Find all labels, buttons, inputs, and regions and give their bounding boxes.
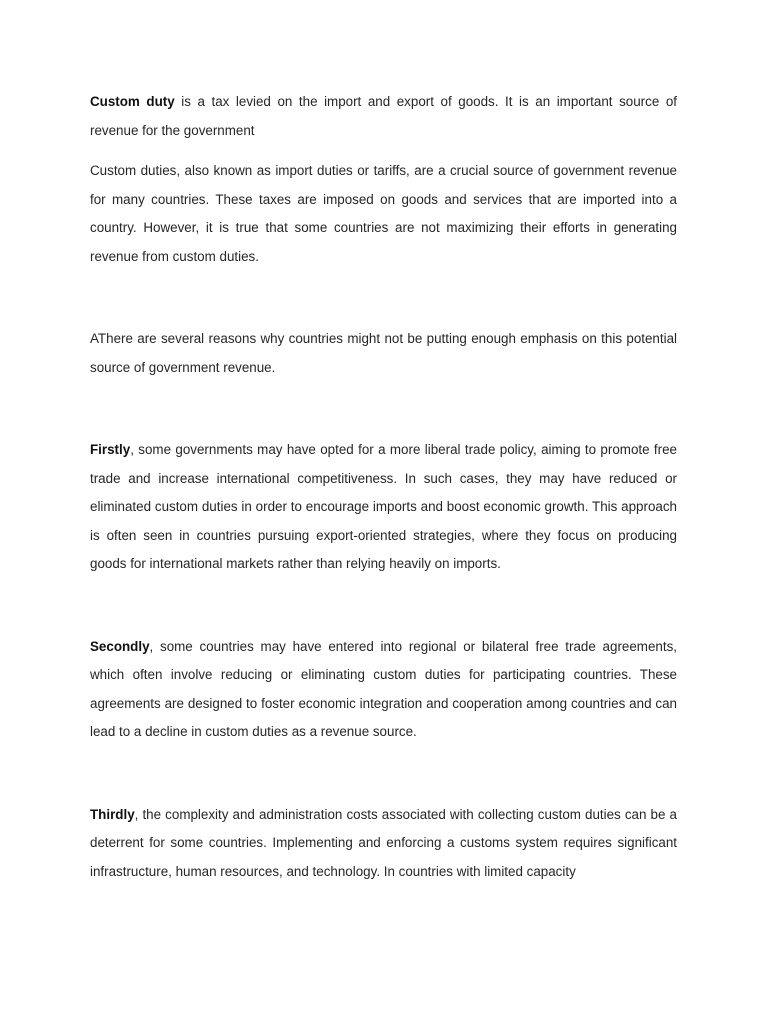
paragraph-text: AThere are several reasons why countries might not be putting enough emphasis on this potential source of government revenue. [90,331,677,375]
paragraph-overview [90,157,677,271]
paragraph-text: , some governments may have opted for a more liberal trade policy, aiming to promote free trade and increase international competitiveness. In such cases, they may have reduced or eliminated custom duties in order to encourage imports and boost economic growth. This approach is often seen in countries pursuing export-oriented strategies, where they focus on producing goods for international markets rather than relying heavily on imports. [90,442,677,571]
paragraph-firstly [90,436,677,579]
paragraph-text: is a tax levied on the import and export of goods. It is an important source of revenue for the government [90,94,677,138]
paragraph-reasons-intro [90,325,677,382]
paragraph-definition [90,88,677,145]
paragraph-text: , the complexity and administration costs associated with collecting custom duties can be a deterrent for some countries. Implementing and enforcing a customs system requires significant infrastructure, human resources, and technology. In countries with limited capacity [90,806,677,879]
document-page [90,88,677,886]
paragraph-thirdly [90,801,677,887]
paragraph-lead: Custom duty [90,94,175,109]
paragraph-lead: Secondly [90,638,150,654]
paragraph-lead: Firstly [90,442,131,457]
paragraph-lead: Thirdly [90,806,135,822]
paragraph-text: Custom duties, also known as import duties or tariffs, are a crucial source of government revenue for many countries. These taxes are imposed on goods and services that are imported into a country. However, it is true that some countries are not maximizing their efforts in generating revenue from custom duties. [90,163,677,264]
paragraph-text: , some countries may have entered into regional or bilateral free trade agreements, which often involve reducing or eliminating custom duties for participating countries. These agreements are designed to foster economic integration and cooperation among countries and can lead to a decline in custom duties as a revenue source. [90,638,677,739]
paragraph-secondly [90,633,677,747]
